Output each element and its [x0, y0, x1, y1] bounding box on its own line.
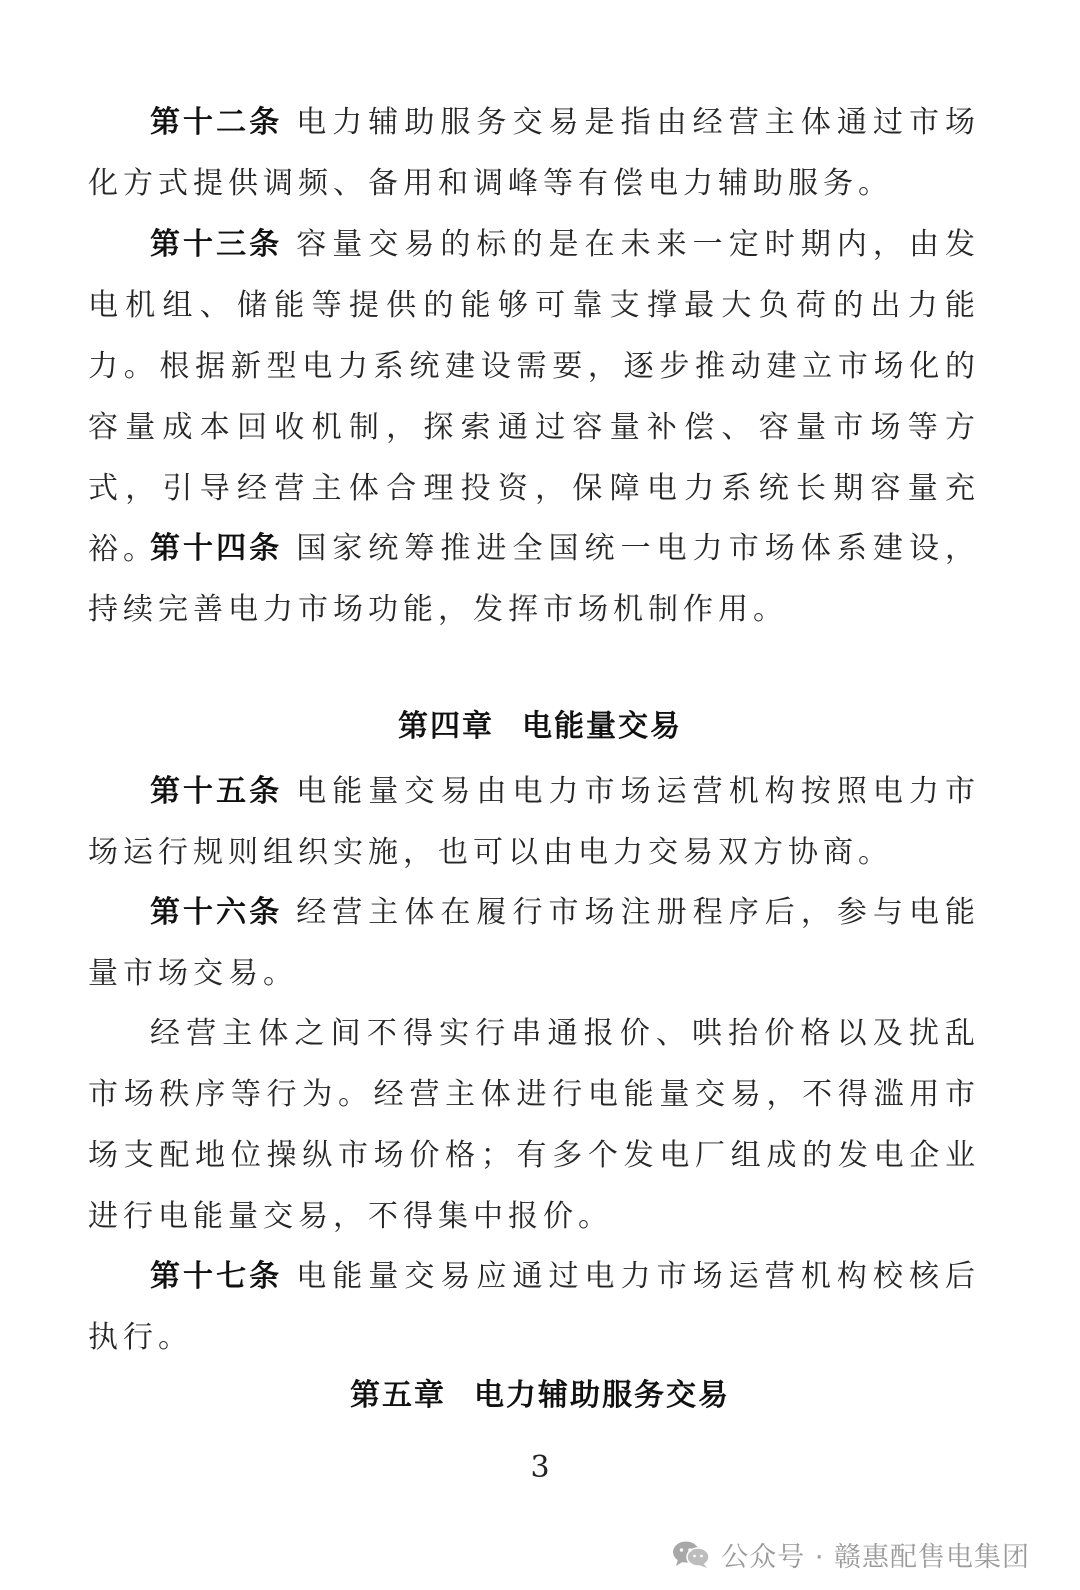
article-text: 电能量交易应通过电力市场运营机构校核后执行。: [88, 1259, 981, 1355]
wechat-watermark: [671, 1532, 1030, 1576]
wechat-icon: [671, 1539, 711, 1569]
article-label: 第十三条: [150, 227, 283, 262]
article-15: [88, 761, 980, 883]
article-17: [88, 1246, 980, 1368]
article-text: 电能量交易由电力市场运营机构按照电力市场运行规则组织实施，也可以由电力交易双方协商。: [88, 774, 981, 870]
article-label: 第十七条: [150, 1259, 283, 1294]
chapter-title: 电力辅助服务交易: [474, 1378, 730, 1413]
article-label: 第十四条: [150, 531, 283, 566]
article-label: 第十六条: [150, 895, 283, 930]
article-label: 第十五条: [150, 774, 283, 809]
article-16: [88, 882, 980, 1004]
article-text: 经营主体在履行市场注册程序后，参与电能量市场交易。: [88, 895, 981, 991]
chapter-number: 第四章: [398, 709, 494, 744]
chapter-title: 电能量交易: [522, 709, 682, 744]
chapter-number: 第五章: [350, 1378, 446, 1413]
chapter-heading-5: [0, 1371, 1080, 1421]
article-label: 第十二条: [150, 105, 283, 140]
article-text: 容量交易的标的是在未来一定时期内，由发电机组、储能等提供的能够可靠支撑最大负荷的出力能力。根据新型电力系统建设需要，逐步推动建立市场化的容量成本回收机制，探索通过容量补偿、容量市场等方式，引导经营主体合理投资，保障电力系统长期容量充裕。: [88, 227, 981, 567]
watermark-text: 公众号 · 赣惠配售电集团: [721, 1541, 1030, 1573]
article-12: [88, 92, 980, 214]
article-14: [88, 518, 980, 640]
chapter-heading-4: [0, 702, 1080, 752]
article-text: 电力辅助服务交易是指由经营主体通过市场化方式提供调频、备用和调峰等有偿电力辅助服务。: [88, 105, 981, 201]
body-paragraph: 经营主体之间不得实行串通报价、哄抬价格以及扰乱市场秩序等行为。经营主体进行电能量交易，不得滥用市场支配地位操纵市场价格；有多个发电厂组成的发电企业进行电能量交易，不得集中报价。: [88, 1016, 980, 1234]
article-text: 国家统筹推进全国统一电力市场体系建设，持续完善电力市场功能，发挥市场机制作用。: [88, 531, 981, 627]
page-number: 3: [530, 1450, 550, 1485]
